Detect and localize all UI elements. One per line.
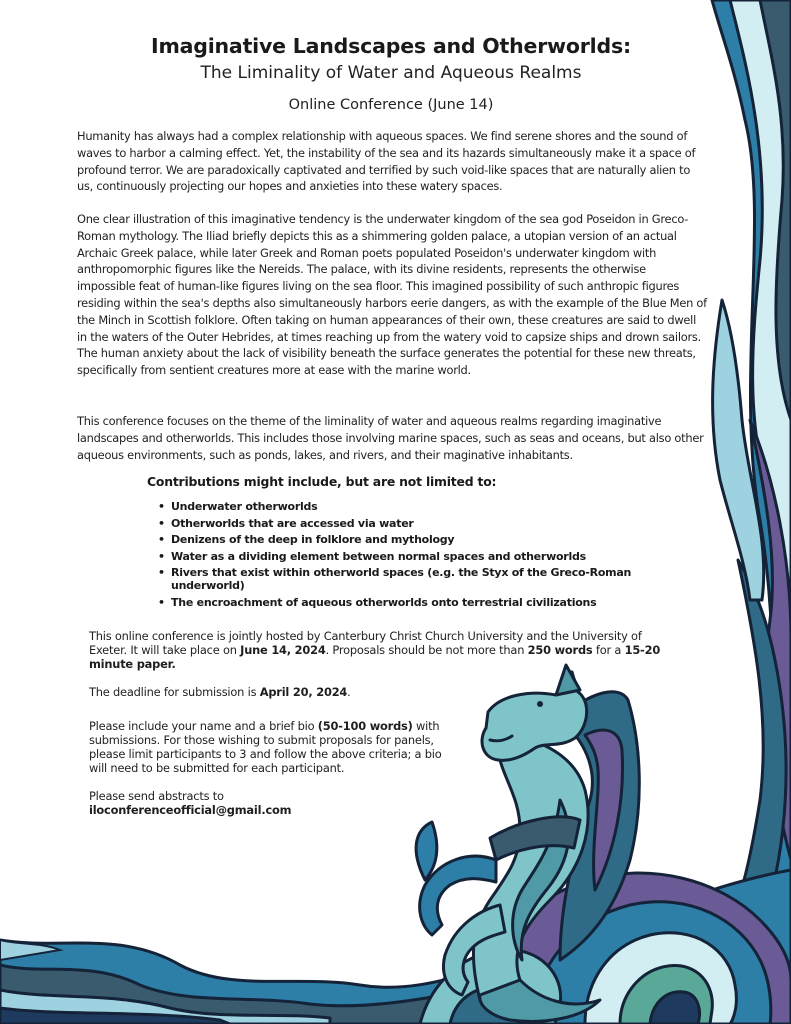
paper-length: 15-20 minute paper. <box>89 643 661 671</box>
intro-paragraph-3: This conference focuses on the theme of the liminality of water and aqueous realms regarding imaginative landscapes and otherworlds. This includes those involving marine spaces, such as seas and oceans, but also other aqueous environments, such as ponds, lakes, and rivers, and their maginative inhabitants. <box>77 414 704 462</box>
contributions-heading: Contributions might include, but are not limited to: <box>147 474 497 489</box>
conference-date: June 14, 2024 <box>240 643 326 657</box>
hosting-text: This online conference is jointly hosted by Canterbury Christ Church University and the University of Exeter. It will take place on <box>89 629 642 657</box>
list-item: • Rivers that exist within otherworld spaces (e.g. the Styx of the Greco-Roman underworld) <box>158 566 658 592</box>
submission-label: Please send abstracts to <box>89 789 224 803</box>
deadline-text: . <box>347 685 351 699</box>
deadline-text: The deadline for submission is <box>89 685 260 699</box>
bio-word-limit: (50-100 words) <box>317 719 413 733</box>
list-item: • Denizens of the deep in folklore and mythology <box>158 533 658 546</box>
hosting-text: for a <box>592 643 625 657</box>
hosting-paragraph <box>89 629 679 671</box>
conference-date-line: Online Conference (June 14) <box>288 97 494 113</box>
contributions-list <box>158 500 658 612</box>
bio-text: with submissions. For those wishing to submit proposals for panels, please limit participants to 3 and follow the above criteria; a bio will need to be submitted for each participant. <box>89 719 442 775</box>
bio-paragraph <box>89 719 461 775</box>
page-subtitle: The Liminality of Water and Aqueous Realms <box>200 63 582 83</box>
list-item: • The encroachment of aqueous otherworlds onto terrestrial civilizations <box>158 596 658 609</box>
word-limit: 250 words <box>527 643 593 657</box>
hosting-text: . Proposals should be not more than <box>325 643 528 657</box>
submission-paragraph <box>89 789 419 817</box>
intro-paragraph-2: One clear illustration of this imaginative tendency is the underwater kingdom of the sea god Poseidon in Greco-Roman mythology. The Iliad briefly depicts this as a shimmering golden palace, a utopian version of an actual Archaic Greek palace, while later Greek and Roman poets populated Poseidon's underwater kingdom with anthropomorphic figures like the Nereids. The palace, with its divine residents, represents the otherwise impossible feat of human-like figures living on the sea floor. This imagined possibility of such anthropic figures residing within the sea's depths also simultaneously harbors eerie dangers, as with the example of the Blue Men of the Minch in Scottish folklore. Often taking on human appearances of their own, these creatures are said to dwell in the waters of the Outer Hebrides, at times reaching up from the watery void to capsize ships and drown sailors. The human anxiety about the lack of visibility beneath the surface generates the potential for these new threats, specifically from sentient creatures more at ease with the marine world. <box>77 212 707 378</box>
bio-text: Please include your name and a brief bio <box>89 719 318 733</box>
deadline-paragraph <box>89 685 419 699</box>
deadline-date: April 20, 2024 <box>259 685 348 699</box>
list-item: • Otherworlds that are accessed via water <box>158 517 658 530</box>
list-item: • Underwater otherworlds <box>158 500 658 513</box>
contact-email[interactable]: iloconferenceofficial@gmail.com <box>89 803 292 817</box>
list-item: • Water as a dividing element between normal spaces and otherworlds <box>158 550 658 563</box>
intro-paragraph-1: Humanity has always had a complex relationship with aqueous spaces. We find serene shores and the sound of waves to harbor a calming effect. Yet, the instability of the sea and its hazards simultaneously make it a space of profound terror. We are paradoxically captivated and terrified by such void-like spaces that are naturally alien to us, continuously projecting our hopes and anxieties into these watery spaces. <box>77 129 696 194</box>
page-title: Imaginative Landscapes and Otherworlds: <box>151 34 631 58</box>
